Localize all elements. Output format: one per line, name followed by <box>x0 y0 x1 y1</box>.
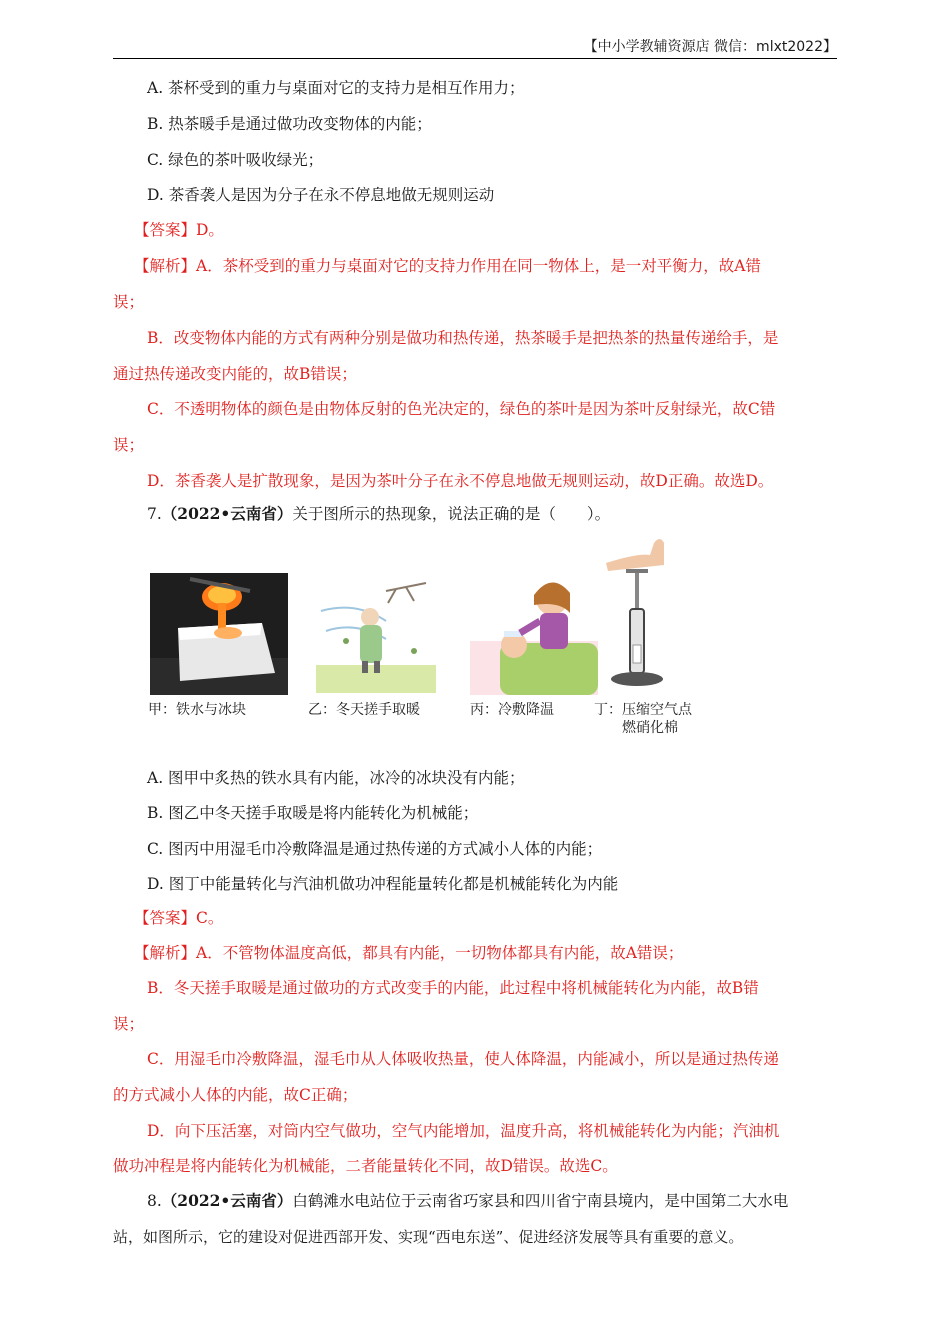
q7-analysis-line: 误； <box>113 1015 145 1033</box>
q7-analysis-line: B．冬天搓手取暖是通过做功的方式改变手的内能，此过程中将机械能转化为内能，故B错 <box>147 979 759 997</box>
q6-answer: 【答案】D。 <box>134 221 224 239</box>
q7-source: （2022•云南省） <box>161 504 293 523</box>
q8-text-line2: 站，如图所示，它的建设对促进西部开发、实现“西电东送”、促进经济发展等具有重要的意义。 <box>113 1228 744 1246</box>
q7-option-a: A. 图甲中炙热的铁水具有内能，冰冷的冰块没有内能； <box>147 769 525 787</box>
q6-option-c: C. 绿色的茶叶吸收绿光； <box>147 151 324 169</box>
page-header: 【中小学教辅资源店 微信：mlxt2022】 <box>113 36 837 59</box>
figure-caption-bing: 丙：冷敷降温 <box>470 702 554 718</box>
rubbing-hands-illustration <box>316 581 436 693</box>
q7-analysis-line: D．向下压活塞，对筒内空气做功，空气内能增加，温度升高，将机械能转化为内能；汽油机 <box>147 1122 780 1140</box>
q7-analysis-line: 【解析】A．不管物体温度高低，都具有内能，一切物体都具有内能，故A错误； <box>134 944 684 962</box>
q6-option-a: A. 茶杯受到的重力与桌面对它的支持力是相互作用力； <box>147 79 525 97</box>
q6-analysis-line: D．茶香袭人是扩散现象，是因为茶叶分子在永不停息地做无规则运动，故D正确。故选D。 <box>147 472 774 490</box>
q7-question: 关于图所示的热现象，说法正确的是（ ）。 <box>292 505 611 523</box>
q8-text: 白鹤滩水电站位于云南省巧家县和四川省宁南县境内，是中国第二大水电 <box>292 1192 789 1210</box>
figure-caption-ding-cont: 燃硝化棉 <box>622 720 678 736</box>
q6-analysis-line: 误； <box>113 293 145 311</box>
q6-analysis-line: 通过热传递改变内能的，故B错误； <box>113 365 357 383</box>
q6-analysis-line: C．不透明物体的颜色是由物体反射的色光决定的，绿色的茶叶是因为茶叶反射绿光，故C错 <box>147 400 776 418</box>
q6-analysis-line: 【解析】A．茶杯受到的重力与桌面对它的支持力作用在同一物体上，是一对平衡力，故A错 <box>134 257 761 275</box>
figure-caption-ding: 丁：压缩空气点 <box>594 702 692 718</box>
q6-option-d: D. 茶香袭人是因为分子在永不停息地做无规则运动 <box>147 186 495 204</box>
q7-option-d: D. 图丁中能量转化与汽油机做功冲程能量转化都是机械能转化为内能 <box>147 875 619 893</box>
figure-caption-yi: 乙：冬天搓手取暖 <box>308 702 420 718</box>
q7-answer: 【答案】C。 <box>134 909 224 927</box>
q7-analysis-line: 做功冲程是将内能转化为机械能，二者能量转化不同，故D错误。故选C。 <box>113 1157 618 1175</box>
q8-stem <box>147 1190 788 1212</box>
q7-option-b: B. 图乙中冬天搓手取暖是将内能转化为机械能； <box>147 804 479 822</box>
q8-number: 8. <box>147 1192 162 1210</box>
cold-compress-illustration <box>470 571 598 695</box>
molten-iron-ice-photo <box>150 573 288 695</box>
air-compression-device-illustration <box>598 535 708 693</box>
q7-analysis-line: C．用湿毛巾冷敷降温，湿毛巾从人体吸收热量，使人体降温，内能减小，所以是通过热传递 <box>147 1050 779 1068</box>
q7-figures <box>148 535 708 745</box>
q7-analysis-line: 的方式减小人体的内能，故C正确； <box>113 1086 358 1104</box>
q7-number: 7. <box>147 505 162 523</box>
q6-analysis-line: B．改变物体内能的方式有两种分别是做功和热传递，热茶暖手是把热茶的热量传递给手，是 <box>147 329 779 347</box>
q6-analysis-line: 误； <box>113 436 145 454</box>
q8-source: （2022•云南省） <box>161 1191 293 1210</box>
q7-option-c: C. 图丙中用湿毛巾冷敷降温是通过热传递的方式减小人体的内能； <box>147 840 603 858</box>
figure-caption-jia: 甲：铁水与冰块 <box>148 702 246 718</box>
q7-stem <box>147 503 610 525</box>
q6-option-b: B. 热茶暖手是通过做功改变物体的内能； <box>147 115 432 133</box>
